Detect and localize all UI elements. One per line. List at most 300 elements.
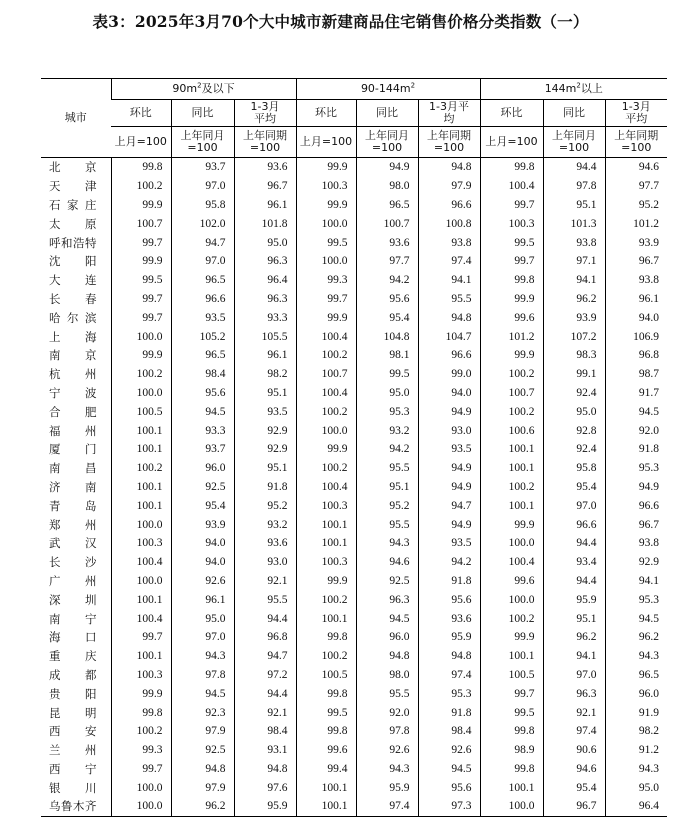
table-row	[41, 553, 667, 572]
index-value: 100.1	[111, 590, 171, 609]
index-value: 90.6	[543, 741, 605, 760]
index-value: 100.1	[480, 440, 543, 459]
index-value: 100.2	[111, 722, 171, 741]
index-value: 100.1	[480, 496, 543, 515]
index-value: 100.2	[296, 459, 356, 478]
index-value: 99.1	[543, 365, 605, 384]
index-value: 97.0	[171, 177, 234, 196]
index-value: 96.2	[605, 628, 667, 647]
index-value: 92.8	[543, 421, 605, 440]
index-value: 98.0	[356, 177, 418, 196]
index-value: 95.5	[356, 459, 418, 478]
index-value: 97.6	[234, 778, 296, 797]
index-value: 92.4	[543, 384, 605, 403]
index-value: 99.7	[480, 684, 543, 703]
city-name: 海口	[49, 630, 97, 645]
index-value: 101.2	[605, 214, 667, 233]
city-name: 济南	[49, 479, 97, 494]
city-name: 兰州	[49, 743, 97, 758]
table-row	[41, 233, 667, 252]
index-value: 96.0	[605, 684, 667, 703]
index-value: 93.9	[543, 308, 605, 327]
index-value: 97.4	[356, 797, 418, 816]
city-name: 成都	[49, 667, 97, 682]
city-name: 西安	[49, 724, 97, 739]
index-value: 99.7	[111, 308, 171, 327]
index-value: 100.1	[111, 496, 171, 515]
index-value: 96.5	[171, 346, 234, 365]
index-value: 93.7	[171, 440, 234, 459]
index-value: 93.5	[171, 308, 234, 327]
index-value: 99.8	[480, 722, 543, 741]
index-value: 100.1	[111, 478, 171, 497]
index-value: 97.3	[418, 797, 480, 816]
table-row	[41, 684, 667, 703]
index-value: 95.5	[418, 290, 480, 309]
table-row	[41, 722, 667, 741]
index-value: 95.9	[356, 778, 418, 797]
index-value: 94.9	[356, 158, 418, 177]
index-value: 96.1	[234, 346, 296, 365]
index-value: 100.3	[111, 534, 171, 553]
index-value: 96.1	[605, 290, 667, 309]
index-value: 96.4	[234, 271, 296, 290]
index-value: 94.4	[234, 609, 296, 628]
index-value: 100.1	[480, 647, 543, 666]
index-value: 99.9	[111, 196, 171, 215]
city-name: 上海	[49, 329, 97, 344]
index-value: 100.4	[111, 553, 171, 572]
index-value: 92.6	[356, 741, 418, 760]
index-value: 100.1	[296, 797, 356, 816]
index-value: 99.9	[480, 515, 543, 534]
base-header-yoy: 上年同月 =100	[543, 127, 605, 158]
index-value: 99.7	[111, 760, 171, 779]
city-name: 南京	[49, 348, 97, 363]
index-value: 95.9	[418, 628, 480, 647]
index-value: 100.0	[296, 252, 356, 271]
index-value: 99.5	[111, 271, 171, 290]
table-row	[41, 666, 667, 685]
city-column-header: 城市	[41, 79, 111, 158]
index-value: 99.8	[296, 722, 356, 741]
index-value: 97.8	[543, 177, 605, 196]
index-value: 94.8	[171, 760, 234, 779]
index-value: 100.4	[111, 609, 171, 628]
index-value: 95.0	[543, 402, 605, 421]
index-value: 93.5	[418, 534, 480, 553]
table-row	[41, 440, 667, 459]
index-value: 96.6	[418, 196, 480, 215]
table-row	[41, 778, 667, 797]
table-row	[41, 158, 667, 177]
index-value: 99.8	[480, 271, 543, 290]
subcol-header-avg: 1-3月 平均	[234, 100, 296, 127]
index-value: 93.4	[543, 553, 605, 572]
index-value: 95.3	[605, 459, 667, 478]
index-value: 94.8	[418, 308, 480, 327]
index-value: 95.2	[234, 496, 296, 515]
index-value: 93.9	[171, 515, 234, 534]
city-name: 厦门	[49, 442, 97, 457]
index-value: 94.3	[356, 534, 418, 553]
index-value: 96.3	[234, 252, 296, 271]
index-value: 99.9	[480, 346, 543, 365]
index-value: 99.8	[480, 158, 543, 177]
index-value: 94.7	[171, 233, 234, 252]
table-row	[41, 177, 667, 196]
index-value: 100.7	[111, 214, 171, 233]
index-value: 98.0	[356, 666, 418, 685]
index-value: 94.6	[605, 158, 667, 177]
index-value: 99.8	[296, 628, 356, 647]
index-value: 99.5	[296, 233, 356, 252]
base-header-mom: 上月=100	[111, 127, 171, 158]
index-value: 92.6	[171, 572, 234, 591]
city-name: 深圳	[49, 592, 97, 607]
table-row	[41, 459, 667, 478]
index-value: 93.2	[356, 421, 418, 440]
index-value: 97.7	[605, 177, 667, 196]
city-name: 南宁	[49, 611, 97, 626]
table-row	[41, 647, 667, 666]
index-value: 93.3	[171, 421, 234, 440]
index-value: 100.3	[296, 553, 356, 572]
index-value: 100.5	[111, 402, 171, 421]
table-row	[41, 515, 667, 534]
index-value: 100.2	[111, 365, 171, 384]
city-name: 太原	[49, 216, 97, 231]
index-value: 92.9	[605, 553, 667, 572]
index-value: 100.2	[296, 647, 356, 666]
table-row	[41, 290, 667, 309]
city-name: 银川	[49, 780, 97, 795]
index-value: 99.9	[296, 196, 356, 215]
index-value: 96.7	[605, 515, 667, 534]
index-value: 100.7	[296, 365, 356, 384]
index-value: 100.2	[111, 459, 171, 478]
table-row	[41, 365, 667, 384]
index-value: 99.7	[111, 628, 171, 647]
index-value: 96.6	[605, 496, 667, 515]
index-value: 100.2	[480, 609, 543, 628]
index-value: 99.9	[296, 572, 356, 591]
base-header-yoy: 上年同月 =100	[356, 127, 418, 158]
index-value: 98.4	[171, 365, 234, 384]
index-value: 92.0	[356, 703, 418, 722]
index-value: 100.0	[296, 214, 356, 233]
index-value: 97.9	[171, 722, 234, 741]
index-value: 100.0	[480, 590, 543, 609]
index-value: 97.4	[418, 666, 480, 685]
index-value: 101.3	[543, 214, 605, 233]
index-value: 96.7	[605, 252, 667, 271]
index-value: 99.8	[111, 703, 171, 722]
index-value: 104.8	[356, 327, 418, 346]
index-value: 99.9	[480, 290, 543, 309]
city-name: 石家庄	[49, 197, 97, 212]
city-name: 南昌	[49, 461, 97, 476]
index-value: 100.8	[418, 214, 480, 233]
index-value: 105.2	[171, 327, 234, 346]
index-value: 98.3	[543, 346, 605, 365]
index-value: 94.3	[605, 647, 667, 666]
index-value: 91.9	[605, 703, 667, 722]
index-value: 94.4	[543, 572, 605, 591]
index-value: 98.4	[234, 722, 296, 741]
index-value: 96.2	[171, 797, 234, 816]
index-value: 100.1	[111, 647, 171, 666]
index-value: 93.8	[605, 271, 667, 290]
index-value: 95.0	[171, 609, 234, 628]
table-row	[41, 760, 667, 779]
city-name: 北京	[49, 160, 97, 175]
index-value: 100.1	[296, 534, 356, 553]
city-name: 杭州	[49, 367, 97, 382]
index-value: 95.9	[543, 590, 605, 609]
index-value: 99.7	[296, 290, 356, 309]
index-value: 96.6	[418, 346, 480, 365]
index-value: 95.6	[171, 384, 234, 403]
index-value: 96.8	[605, 346, 667, 365]
index-value: 96.5	[356, 196, 418, 215]
index-value: 98.2	[234, 365, 296, 384]
city-name: 天津	[49, 179, 97, 194]
index-value: 92.9	[234, 440, 296, 459]
index-value: 99.6	[480, 308, 543, 327]
index-value: 94.1	[543, 271, 605, 290]
index-value: 94.0	[171, 553, 234, 572]
index-value: 94.3	[356, 760, 418, 779]
index-value: 96.1	[234, 196, 296, 215]
subcol-header-mom: 环比	[296, 100, 356, 127]
city-name: 武汉	[49, 536, 97, 551]
index-value: 98.2	[605, 722, 667, 741]
index-value: 94.5	[605, 609, 667, 628]
index-value: 100.0	[111, 327, 171, 346]
index-value: 93.5	[234, 402, 296, 421]
index-value: 99.5	[480, 703, 543, 722]
index-value: 95.1	[543, 196, 605, 215]
index-value: 94.9	[605, 478, 667, 497]
index-value: 94.0	[171, 534, 234, 553]
index-value: 96.0	[356, 628, 418, 647]
index-value: 96.6	[171, 290, 234, 309]
table-row	[41, 421, 667, 440]
index-value: 92.0	[605, 421, 667, 440]
index-value: 93.6	[234, 534, 296, 553]
table-row	[41, 703, 667, 722]
index-value: 99.9	[296, 440, 356, 459]
index-value: 99.9	[296, 158, 356, 177]
index-value: 102.0	[171, 214, 234, 233]
index-value: 94.7	[234, 647, 296, 666]
index-value: 93.1	[234, 741, 296, 760]
index-value: 99.0	[418, 365, 480, 384]
index-value: 94.4	[543, 158, 605, 177]
index-value: 105.5	[234, 327, 296, 346]
index-value: 99.8	[480, 760, 543, 779]
index-value: 99.8	[296, 684, 356, 703]
index-value: 101.2	[480, 327, 543, 346]
index-value: 99.6	[296, 741, 356, 760]
subcol-header-yoy: 同比	[543, 100, 605, 127]
index-value: 100.0	[111, 778, 171, 797]
index-value: 94.7	[418, 496, 480, 515]
index-value: 100.1	[480, 778, 543, 797]
index-value: 93.6	[356, 233, 418, 252]
index-value: 98.7	[605, 365, 667, 384]
index-value: 91.7	[605, 384, 667, 403]
index-value: 93.9	[605, 233, 667, 252]
index-value: 100.3	[296, 177, 356, 196]
subcol-header-avg: 1-3月平 均	[418, 100, 480, 127]
index-value: 95.0	[605, 778, 667, 797]
index-value: 94.8	[234, 760, 296, 779]
index-value: 96.1	[171, 590, 234, 609]
table-row	[41, 628, 667, 647]
index-value: 100.0	[111, 384, 171, 403]
index-value: 95.3	[356, 402, 418, 421]
group-header-144-above: $144m^2$以上	[480, 79, 667, 100]
city-name: 昆明	[49, 705, 97, 720]
index-value: 96.6	[543, 515, 605, 534]
index-value: 100.1	[111, 421, 171, 440]
index-value: 100.1	[296, 778, 356, 797]
table-row	[41, 609, 667, 628]
index-value: 92.5	[356, 572, 418, 591]
city-name: 郑州	[49, 517, 97, 532]
index-value: 95.4	[171, 496, 234, 515]
index-value: 100.7	[480, 384, 543, 403]
index-value: 93.8	[418, 233, 480, 252]
index-value: 92.9	[234, 421, 296, 440]
index-value: 99.3	[111, 741, 171, 760]
index-value: 94.1	[418, 271, 480, 290]
base-header-avg: 上年同期 =100	[605, 127, 667, 158]
index-value: 95.5	[356, 515, 418, 534]
index-value: 95.4	[543, 478, 605, 497]
city-name: 西宁	[49, 761, 97, 776]
city-name: 宁波	[49, 385, 97, 400]
index-value: 94.1	[605, 572, 667, 591]
index-value: 100.4	[296, 384, 356, 403]
index-value: 91.8	[418, 703, 480, 722]
index-value: 95.5	[356, 684, 418, 703]
city-name: 贵阳	[49, 686, 97, 701]
index-value: 100.2	[480, 402, 543, 421]
index-value: 100.0	[111, 797, 171, 816]
index-value: 94.9	[418, 402, 480, 421]
index-value: 96.7	[543, 797, 605, 816]
index-value: 96.0	[171, 459, 234, 478]
index-value: 97.1	[543, 252, 605, 271]
index-value: 100.2	[480, 478, 543, 497]
index-value: 99.5	[480, 233, 543, 252]
index-value: 94.4	[234, 684, 296, 703]
index-value: 99.9	[111, 684, 171, 703]
index-value: 99.9	[296, 308, 356, 327]
city-name: 重庆	[49, 649, 97, 664]
index-value: 100.0	[480, 797, 543, 816]
city-name: 广州	[49, 573, 97, 588]
index-value: 94.3	[605, 760, 667, 779]
index-value: 100.2	[296, 402, 356, 421]
index-value: 100.1	[111, 440, 171, 459]
index-value: 94.0	[605, 308, 667, 327]
index-value: 92.1	[234, 703, 296, 722]
index-value: 100.2	[296, 590, 356, 609]
index-value: 94.8	[418, 158, 480, 177]
subcol-header-mom: 环比	[480, 100, 543, 127]
base-header-avg: 上年同期 =100	[234, 127, 296, 158]
index-value: 100.7	[356, 214, 418, 233]
index-value: 99.7	[111, 233, 171, 252]
group-header-90-below: $90m^2$及以下	[111, 79, 296, 100]
index-value: 95.3	[605, 590, 667, 609]
base-header-avg: 上年同期 =100	[418, 127, 480, 158]
table-row	[41, 402, 667, 421]
index-value: 99.7	[480, 196, 543, 215]
index-value: 101.8	[234, 214, 296, 233]
table-row	[41, 384, 667, 403]
index-value: 107.2	[543, 327, 605, 346]
index-value: 100.2	[296, 346, 356, 365]
index-value: 92.5	[171, 478, 234, 497]
index-value: 97.8	[356, 722, 418, 741]
table-row	[41, 214, 667, 233]
index-value: 99.3	[296, 271, 356, 290]
city-name: 乌鲁木齐	[41, 797, 111, 816]
index-value: 91.2	[605, 741, 667, 760]
index-value: 97.0	[171, 628, 234, 647]
index-value: 98.9	[480, 741, 543, 760]
index-value: 96.7	[234, 177, 296, 196]
subcol-header-avg: 1-3月 平均	[605, 100, 667, 127]
index-value: 96.5	[605, 666, 667, 685]
index-value: 95.1	[234, 384, 296, 403]
city-name: 青岛	[49, 498, 97, 513]
index-value: 92.5	[171, 741, 234, 760]
index-value: 99.7	[111, 290, 171, 309]
index-value: 95.6	[356, 290, 418, 309]
index-value: 95.6	[418, 778, 480, 797]
index-value: 94.6	[543, 760, 605, 779]
index-value: 95.2	[605, 196, 667, 215]
index-value: 94.5	[171, 684, 234, 703]
index-value: 94.6	[356, 553, 418, 572]
page-title: 表3：2025年3月70个大中城市新建商品住宅销售价格分类指数（一）	[92, 12, 589, 31]
index-value: 100.6	[480, 421, 543, 440]
city-name: 福州	[49, 423, 97, 438]
index-value: 97.9	[418, 177, 480, 196]
index-value: 99.5	[356, 365, 418, 384]
index-value: 100.1	[296, 515, 356, 534]
city-name: 长春	[49, 291, 97, 306]
index-value: 100.3	[480, 214, 543, 233]
table-row	[41, 478, 667, 497]
index-value: 92.6	[418, 741, 480, 760]
index-value: 91.8	[234, 478, 296, 497]
table-row	[41, 797, 667, 816]
index-value: 95.4	[543, 778, 605, 797]
index-value: 97.0	[171, 252, 234, 271]
index-value: 93.6	[234, 158, 296, 177]
index-value: 97.8	[171, 666, 234, 685]
index-value: 93.5	[418, 440, 480, 459]
index-value: 96.8	[234, 628, 296, 647]
index-value: 99.6	[480, 572, 543, 591]
